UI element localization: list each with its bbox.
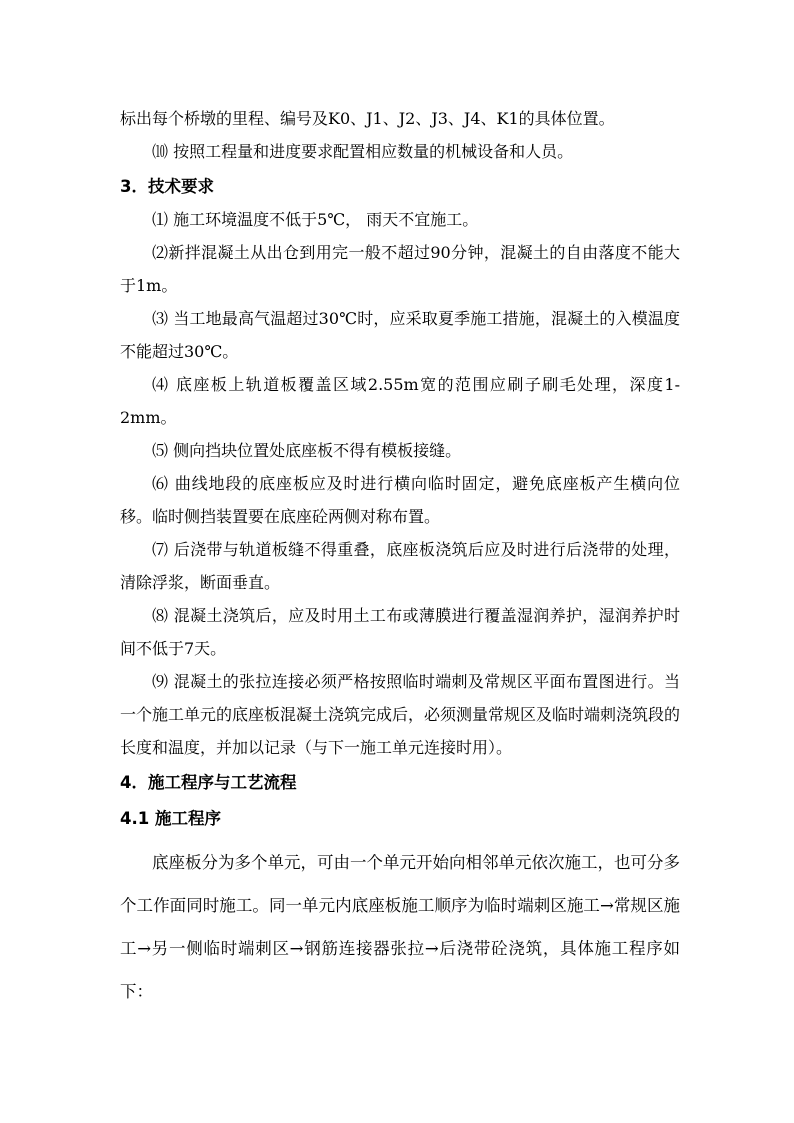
section-3-item-5: ⑸ 侧向挡块位置处底座板不得有模板接缝。	[152, 441, 462, 460]
document-page	[120, 102, 680, 1013]
section-3-item-9: ⑼ 混凝土的张拉连接必须严格按照临时端刺及常规区平面布置图进行。当一个施工单元的底座板混凝土浇筑完成后，必须测量常规区及临时端刺浇筑段的长度和温度，并加以记录（与下一施工单元连接时用）。	[120, 672, 681, 757]
section-4-1-paragraph: 底座板分为多个单元，可由一个单元开始向相邻单元依次施工，也可分多个工作面同时施工。同一单元内底座板施工顺序为临时端刺区施工→常规区施工→另一侧临时端刺区→钢筋连接器张拉→后浇带砼浇筑，具体施工程序如下：	[120, 853, 680, 1001]
item-10: ⑽ 按照工程量和进度要求配置相应数量的机械设备和人员。	[152, 142, 574, 161]
section-3-item-6: ⑹ 曲线地段的底座板应及时进行横向临时固定，避免底座板产生横向位移。临时侧挡装置要在底座砼两侧对称布置。	[120, 474, 680, 526]
section-4-heading: 4．施工程序与工艺流程	[120, 773, 297, 792]
intro-line: 标出每个桥墩的里程、编号及K0、J1、J2、J3、J4、K1的具体位置。	[120, 109, 615, 128]
section-3-item-4: ⑷ 底座板上轨道板覆盖区域2.55m宽的范围应刷子刷毛处理，深度1-2mm。	[120, 375, 680, 427]
section-4-1-heading: 4.1 施工程序	[120, 809, 221, 828]
section-3-item-2: ⑵新拌混凝土从出仓到用完一般不超过90分钟，混凝土的自由落度不能大于1m。	[120, 243, 680, 295]
section-3-item-8: ⑻ 混凝土浇筑后，应及时用土工布或薄膜进行覆盖湿润养护，湿润养护时间不低于7天。	[120, 606, 680, 658]
section-3-heading: 3．技术要求	[120, 177, 214, 196]
section-3-item-7: ⑺ 后浇带与轨道板缝不得重叠，底座板浇筑后应及时进行后浇带的处理，清除浮浆，断面垂直。	[120, 540, 680, 592]
section-3-item-1: ⑴ 施工环境温度不低于5℃， 雨天不宜施工。	[152, 210, 479, 229]
section-3-item-3: ⑶ 当工地最高气温超过30℃时，应采取夏季施工措施，混凝土的入模温度不能超过30℃。	[120, 309, 680, 361]
